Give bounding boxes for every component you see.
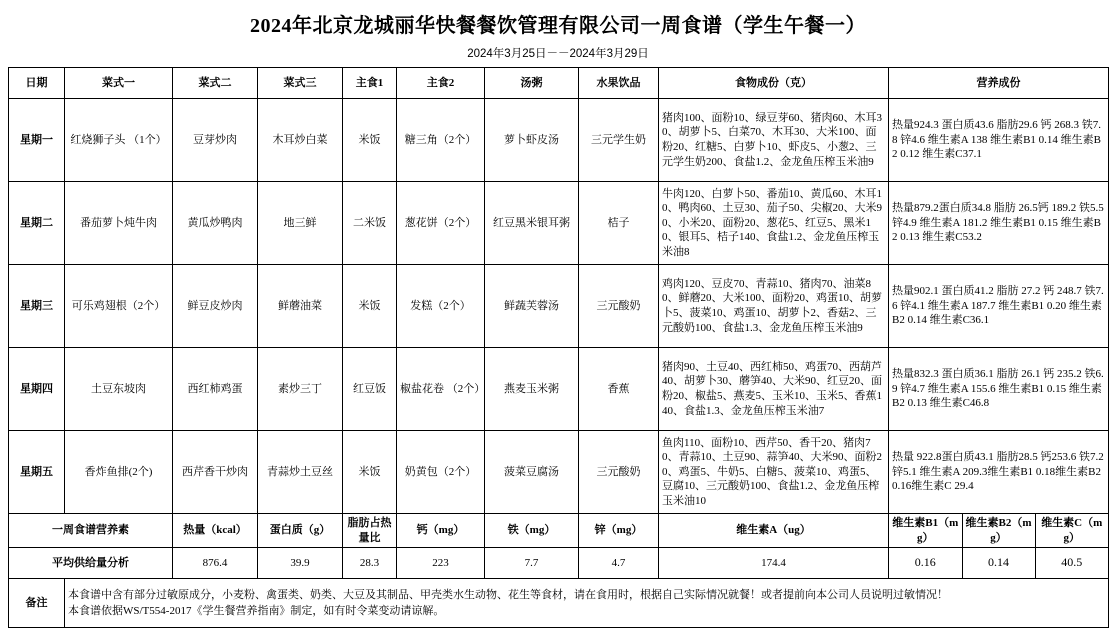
cell-dish1: 可乐鸡翅根（2个） [65,265,173,348]
cell-staple2: 奶黄包（2个） [397,431,485,514]
cell-soup: 燕麦玉米粥 [485,348,579,431]
cell-ingredients: 鱼肉110、面粉10、西芹50、香干20、猪肉70、青蒜10、土豆90、蒜笋40、大米90、面粉20、鸡蛋5、牛奶5、白糖5、菠菜10、鸡蛋5、豆腐10、三元酸奶100、食盐1.2、金龙鱼压榨玉米油10 [659,431,889,514]
remark-line-1: 本食谱中含有部分过敏原成分，小麦粉、禽蛋类、奶类、大豆及其制品、甲壳类水生动物、花生等食材，请在食用时，根据自己实际情况就餐！或者提前向本公司人员说明过敏情况！ [68,589,948,602]
header-dish2: 菜式二 [173,68,258,99]
table-row [9,265,1109,348]
header-dish3: 菜式三 [258,68,343,99]
cell-nutrition: 热量832.3 蛋白质36.1 脂肪 26.1 钙 235.2 铁6.9 锌4.7 维生素A 155.6 维生素B1 0.15 维生素B2 0.13 维生素C46.8 [889,348,1109,431]
summary-header-row [9,514,1109,548]
header-ingredients: 食物成份（克） [659,68,889,99]
cell-dish3: 木耳炒白菜 [258,99,343,182]
table-row [9,99,1109,182]
cell-staple2: 发糕（2个） [397,265,485,348]
summary-header-vitb-group [889,514,1109,548]
cell-staple1: 红豆饭 [343,348,397,431]
table-row [9,431,1109,514]
cell-day: 星期五 [9,431,65,514]
cell-drink: 三元酸奶 [579,431,659,514]
cell-staple1: 米饭 [343,431,397,514]
cell-dish2: 鲜豆皮炒肉 [173,265,258,348]
table-header-row [9,68,1109,99]
cell-soup: 鲜蔬芙蓉汤 [485,265,579,348]
cell-dish1: 香炸鱼排(2个) [65,431,173,514]
cell-staple2: 椒盐花卷 （2个） [397,348,485,431]
summary-header-fat-ratio: 脂肪占热量比 [343,514,397,548]
remark-line-2: 本食谱依据WS/T554-2017《学生餐营养指南》制定，如有时令菜变动请谅解。 [68,604,445,617]
cell-day: 星期一 [9,99,65,182]
summary-value-protein: 39.9 [258,548,343,579]
page-title: 2024年北京龙城丽华快餐餐饮管理有限公司一周食谱（学生午餐一） [250,15,866,37]
summary-value-row [9,548,1109,579]
summary-value-vita: 174.4 [659,548,889,579]
cell-nutrition: 热量924.3 蛋白质43.6 脂肪29.6 钙 268.3 铁7.8 锌4.6 维生素A 138 维生素B1 0.14 维生素B2 0.12 维生素C37.1 [889,99,1109,182]
cell-dish2: 豆芽炒肉 [173,99,258,182]
remark-label: 备注 [9,579,65,628]
cell-drink: 香蕉 [579,348,659,431]
cell-dish3: 青蒜炒土豆丝 [258,431,343,514]
summary-value-vitb2: 0.14 [962,548,1035,578]
cell-dish3: 鲜蘑油菜 [258,265,343,348]
cell-dish1: 土豆东坡肉 [65,348,173,431]
remark-row [9,579,1109,628]
header-drink: 水果饮品 [579,68,659,99]
summary-value-iron: 7.7 [485,548,579,579]
header-staple2: 主食2 [397,68,485,99]
summary-header-protein: 蛋白质（g） [258,514,343,548]
summary-header-zinc: 锌（mg） [579,514,659,548]
summary-header-vitb1: 维生素B1（mg） [889,514,962,547]
table-row [9,348,1109,431]
summary-header-energy: 热量（kcal） [173,514,258,548]
cell-drink: 桔子 [579,182,659,265]
cell-dish2: 黄瓜炒鸭肉 [173,182,258,265]
cell-staple1: 米饭 [343,265,397,348]
header-dish1: 菜式一 [65,68,173,99]
cell-soup: 萝卜虾皮汤 [485,99,579,182]
cell-dish3: 地三鲜 [258,182,343,265]
cell-dish1: 番茄萝卜炖牛肉 [65,182,173,265]
cell-ingredients: 牛肉120、白萝卜50、番茄10、黄瓜60、木耳10、鸭肉60、土豆30、茄子50、尖椒20、大米90、小米20、面粉20、葱花5、红豆5、黑米10、银耳5、桔子140、食盐1.2、金龙鱼压榨玉米油8 [659,182,889,265]
cell-drink: 三元酸奶 [579,265,659,348]
cell-staple2: 糖三角（2个） [397,99,485,182]
date-range: 2024年3月25日－－2024年3月29日 [467,48,649,60]
cell-ingredients: 猪肉90、土豆40、西红柿50、鸡蛋70、西葫芦40、胡萝卜30、蘑笋40、大米90、红豆20、面粉20、椒盐5、燕麦5、玉米10、玉米5、香蕉140、食盐1.3、金龙鱼压榨玉米油7 [659,348,889,431]
header-date: 日期 [9,68,65,99]
cell-staple1: 米饭 [343,99,397,182]
weekly-menu-table [8,67,1109,628]
cell-soup: 红豆黑米银耳粥 [485,182,579,265]
summary-value-fat-ratio: 28.3 [343,548,397,579]
cell-drink: 三元学生奶 [579,99,659,182]
summary-header-calcium: 钙（mg） [397,514,485,548]
summary-avg-label: 平均供给量分析 [9,548,173,579]
cell-nutrition: 热量 922.8蛋白质43.1 脂肪28.5 钙253.6 铁7.2 锌5.1 维生素A 209.3维生素B1 0.18维生素B2 0.16维生素C 29.4 [889,431,1109,514]
summary-header-iron: 铁（mg） [485,514,579,548]
remark-content [65,579,1109,628]
header-soup: 汤粥 [485,68,579,99]
cell-staple1: 二米饭 [343,182,397,265]
cell-day: 星期四 [9,348,65,431]
summary-value-vitc: 40.5 [1061,555,1083,570]
cell-dish3: 素炒三丁 [258,348,343,431]
summary-value-vitb-group [889,548,1109,579]
summary-header-vita: 维生素A（ug） [659,514,889,548]
cell-nutrition: 热量879.2蛋白质34.8 脂肪 26.5钙 189.2 铁5.5 锌4.9 维生素A 181.2 维生素B1 0.15 维生素B2 0.13 维生素C53.2 [889,182,1109,265]
cell-ingredients: 鸡肉120、豆皮70、青蒜10、猪肉70、油菜80、鲜蘑20、大米100、面粉20、鸡蛋10、胡萝卜5、菠菜10、鸡蛋10、胡萝卜2、香菇2、三元酸奶100、食盐1.3、金龙鱼压榨玉米油9 [659,265,889,348]
cell-day: 星期二 [9,182,65,265]
header-nutrition: 营养成份 [889,68,1109,99]
cell-ingredients: 猪肉100、面粉10、绿豆芽60、猪肉60、木耳30、胡萝卜5、白菜70、木耳30、大米100、面粉20、红糖5、白萝卜10、虾皮5、小葱2、三元学生奶200、食盐1.2、金龙鱼压榨玉米油9 [659,99,889,182]
table-row [9,182,1109,265]
summary-value-zinc: 4.7 [579,548,659,579]
summary-value-calcium: 223 [397,548,485,579]
cell-nutrition: 热量902.1 蛋白质41.2 脂肪 27.2 钙 248.7 铁7.6 锌4.1 维生素A 187.7 维生素B1 0.20 维生素B2 0.14 维生素C36.1 [889,265,1109,348]
cell-dish2: 西芹香干炒肉 [173,431,258,514]
summary-value-vitb1: 0.16 [889,548,962,578]
cell-dish2: 西红柿鸡蛋 [173,348,258,431]
cell-dish1: 红烧狮子头 （1个） [65,99,173,182]
header-staple1: 主食1 [343,68,397,99]
cell-staple2: 葱花饼（2个） [397,182,485,265]
summary-row-label: 一周食谱营养素 [9,514,173,548]
summary-value-energy: 876.4 [173,548,258,579]
cell-day: 星期三 [9,265,65,348]
summary-header-vitb2: 维生素B2（mg） [962,514,1035,547]
cell-soup: 菠菜豆腐汤 [485,431,579,514]
summary-header-vitc: 维生素C（mg） [1041,517,1103,544]
